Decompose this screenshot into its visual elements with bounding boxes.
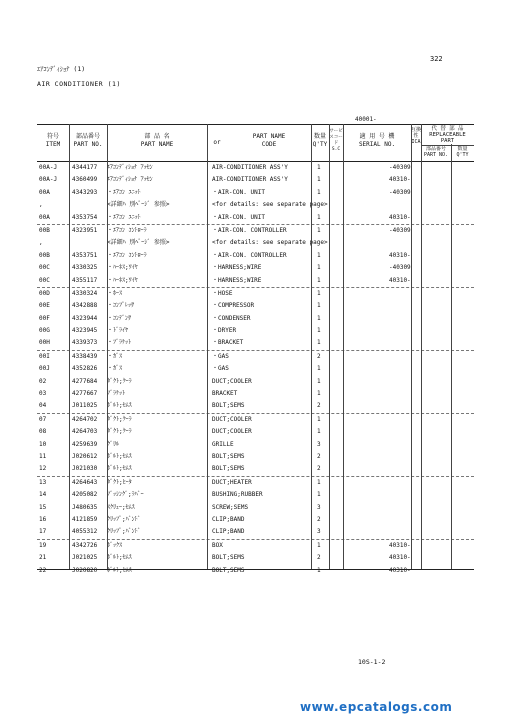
part-name-jp: ﾎﾞﾙﾄ;ｾﾑｽ (107, 452, 132, 460)
part-number: 4353751 (72, 251, 98, 259)
part-number: 4205082 (72, 491, 98, 499)
serial-number: -40309 (389, 164, 411, 171)
part-name-code: DUCT;COOLER (212, 415, 252, 423)
part-name-jp: ・ﾊｰﾈｽ;ﾜｲﾔ (107, 264, 138, 272)
table-row (37, 451, 474, 463)
part-name-code: ・HARNESS;WIRE (212, 276, 262, 284)
quantity: 2 (317, 465, 321, 473)
table-row (37, 526, 474, 539)
header-code-line1: PART NAME (252, 133, 286, 140)
part-name-jp: ・ｴｱｺﾝ ﾕﾆｯﾄ (107, 188, 141, 196)
part-name-jp: ﾀﾞｸﾄ;ｸｰﾗ (107, 377, 132, 385)
header-qty-en: Q'TY (312, 141, 328, 148)
part-number: 4339373 (72, 339, 98, 347)
column-divider (69, 124, 70, 569)
parts-table (37, 124, 474, 577)
table-row (37, 237, 474, 249)
quantity: 3 (317, 528, 321, 536)
header-replace-en2: PART (440, 138, 455, 144)
part-name-jp: <詳細ﾊ 別ﾍﾟｰｼﾞ 参照> (107, 239, 170, 247)
quantity: 1 (317, 264, 321, 272)
header-qty (311, 125, 329, 161)
part-name-code: <for details: see separate page> (212, 239, 328, 247)
table-header (37, 124, 474, 162)
quantity: 1 (317, 327, 321, 335)
table-row (37, 174, 474, 186)
item-number: 17 (39, 528, 47, 536)
part-name-code: ・AIR-CON. UNIT (212, 213, 265, 221)
quantity: 1 (317, 314, 321, 322)
item-number: 19 (39, 541, 47, 549)
header-or (207, 125, 227, 161)
watermark-link[interactable]: www.epcatalogs.com (300, 700, 453, 714)
part-name-jp: ・ｴｱｺﾝ ｺﾝﾄﾛｰﾗ (107, 226, 147, 234)
item-number: 00A-J (39, 164, 58, 171)
part-name-code: ・HARNESS;WIRE (212, 264, 262, 272)
part-name-code: BOLT;SEMS (212, 465, 245, 473)
header-item-jp: 符号 (46, 133, 59, 140)
item-number: 00B (39, 251, 50, 259)
part-number: 4264703 (72, 428, 98, 436)
serial-number: 40310- (389, 276, 411, 284)
item-number: 07 (39, 415, 47, 423)
part-name-code: ・GAS (212, 352, 229, 360)
part-name-code: AIR-CONDITIONER ASS'Y (212, 176, 288, 184)
item-number: 00D (39, 289, 50, 297)
part-number: 4259639 (72, 440, 98, 448)
part-number: 4055312 (72, 528, 98, 536)
quantity: 1 (317, 226, 321, 234)
item-number: 14 (39, 491, 47, 499)
footer-code: 10S-1-2 (358, 658, 386, 666)
serial-number: 40310- (389, 213, 411, 221)
part-name-code: DUCT;COOLER (212, 428, 252, 436)
header-replace-jp: 代 替 部 品 (431, 126, 464, 132)
quantity: 2 (317, 452, 321, 460)
part-name-jp: ﾀﾞｸﾄ;ｸｰﾗ (107, 428, 132, 436)
part-number: J020612 (72, 452, 98, 460)
header-ica-jp: 互換性 (411, 127, 422, 139)
item-number: 00J (39, 365, 50, 373)
part-name-code: ・GAS (212, 365, 229, 373)
part-number: 4323951 (72, 226, 98, 234)
column-divider (207, 124, 208, 569)
serial-number: -40309 (389, 264, 411, 272)
part-number: 4360499 (72, 176, 98, 184)
header-part-en: PART NO. (73, 141, 103, 148)
column-divider (411, 124, 412, 569)
part-name-jp: ・ｶﾞｽ (107, 365, 123, 373)
part-number: 4338439 (72, 352, 98, 360)
part-name-jp: ｽｸﾘｭｰ;ｾﾑｽ (107, 503, 135, 511)
part-name-code: CLIP;BAND (212, 528, 245, 536)
part-name-jp: ・ｶﾞｽ (107, 352, 123, 360)
table-row (37, 325, 474, 337)
header-replace-en1: REPLACEABLE (429, 132, 466, 138)
part-name-code: ・AIR-CON. CONTROLLER (212, 226, 287, 234)
item-number: 04 (39, 402, 47, 410)
item-number: 00E (39, 302, 50, 310)
serial-number: 40310- (389, 251, 411, 259)
serial-number: 40310- (389, 176, 411, 184)
part-number: 4352826 (72, 365, 98, 373)
header-svc-jp: サービスコード (329, 129, 343, 146)
header-rep-part-jp: 部品番号 (425, 146, 446, 152)
quantity: 1 (317, 566, 321, 574)
table-row (37, 162, 474, 174)
table-bottom-border (37, 569, 474, 570)
item-number: 22 (39, 566, 47, 574)
item-number: 11 (39, 452, 47, 460)
serial-range-label: 40001- (355, 116, 377, 123)
table-row (37, 502, 474, 514)
table-row (37, 187, 474, 199)
part-name-code: ・COMPRESSOR (212, 302, 255, 310)
item-number: 00A (39, 213, 50, 221)
part-number: 4323945 (72, 327, 98, 335)
quantity: 1 (317, 176, 321, 184)
header-part-no (69, 125, 107, 161)
part-name-jp: ・ﾄﾞﾗｲﾔ (107, 327, 129, 335)
header-item (37, 125, 69, 161)
serial-number: -40309 (389, 188, 411, 196)
quantity: 1 (317, 365, 321, 373)
part-name-code: ・DRYER (212, 327, 237, 335)
part-number: J021025 (72, 554, 98, 562)
header-rep-part-en: PART NO. (423, 152, 449, 158)
table-row (37, 199, 474, 211)
table-row (37, 288, 474, 300)
quantity: 1 (317, 541, 321, 549)
table-row (37, 426, 474, 438)
header-code (227, 125, 311, 161)
header-svc-en: S.C (331, 147, 341, 152)
item-number: 00C (39, 276, 50, 284)
part-name-jp: ﾎﾞﾙﾄ;ｾﾑｽ (107, 465, 132, 473)
quantity: 1 (317, 302, 321, 310)
item-number: 00A-J (39, 176, 58, 184)
quantity: 1 (317, 377, 321, 385)
part-name-code: ・BRACKET (212, 339, 244, 347)
table-row (37, 300, 474, 312)
part-name-jp: ・ｺﾝﾃﾞﾝｻ (107, 314, 132, 322)
table-row (37, 250, 474, 262)
serial-number: 40310- (389, 554, 411, 562)
part-number: 4277684 (72, 377, 98, 385)
quantity: 1 (317, 188, 321, 196)
quantity: 1 (317, 390, 321, 398)
part-name-code: GRILLE (212, 440, 234, 448)
item-number: 00C (39, 264, 50, 272)
part-number: J011025 (72, 402, 98, 410)
item-number: 15 (39, 503, 47, 511)
part-name-jp: ・ﾎｰｽ (107, 289, 123, 297)
part-name-jp: ・ﾊｰﾈｽ;ﾜｲﾔ (107, 276, 138, 284)
quantity: 2 (317, 554, 321, 562)
header-serial-jp: 適 用 号 機 (359, 133, 395, 140)
part-number: 4353754 (72, 213, 98, 221)
part-number: 4121859 (72, 515, 98, 523)
item-number: 00B (39, 226, 50, 234)
item-number: 12 (39, 465, 47, 473)
part-name-jp: ｴｱｺﾝﾃﾞｨｼｮﾅ ｱｯｾﾝ (107, 176, 153, 184)
part-name-code: BOX (212, 541, 223, 549)
table-row (37, 212, 474, 225)
quantity: 1 (317, 491, 321, 499)
header-code-line2: CODE (261, 141, 277, 148)
table-row (37, 225, 474, 237)
page-number: 322 (430, 55, 443, 63)
table-row (37, 463, 474, 476)
part-name-code: <for details: see separate page> (212, 201, 328, 209)
header-qty-jp: 数量 (313, 133, 326, 140)
part-name-code: BOLT;SEMS (212, 452, 245, 460)
part-name-jp: ﾌﾞｯｼﾝｸﾞ;ﾗﾊﾞｰ (107, 491, 144, 499)
part-name-jp: ﾎﾞﾙﾄ;ｾﾑｽ (107, 402, 132, 410)
header-name-jp: 部 品 名 (144, 133, 170, 140)
header-part-jp: 部品番号 (75, 133, 100, 140)
part-name-code: BOLT;SEMS (212, 566, 245, 574)
header-name-en: PART NAME (140, 141, 174, 148)
table-row (37, 477, 474, 489)
part-number: 4344177 (72, 164, 98, 171)
part-name-code: ・HOSE (212, 289, 233, 297)
quantity: 1 (317, 478, 321, 486)
quantity: 1 (317, 428, 321, 436)
item-number: 13 (39, 478, 47, 486)
item-number: 00I (39, 352, 50, 360)
quantity: 2 (317, 352, 321, 360)
part-name-code: BOLT;SEMS (212, 402, 245, 410)
part-number: 4355117 (72, 276, 98, 284)
table-row (37, 388, 474, 400)
item-number: 00H (39, 339, 50, 347)
header-service-code (329, 125, 343, 161)
part-number: J020820 (72, 566, 98, 574)
table-row (37, 540, 474, 552)
part-number: 4323944 (72, 314, 98, 322)
header-rep-qty (451, 145, 474, 161)
part-number: J021030 (72, 465, 98, 473)
item-number: 03 (39, 390, 47, 398)
quantity: 1 (317, 415, 321, 423)
part-name-jp: ｸﾘｯﾌﾟ;ﾊﾞﾝﾄﾞ (107, 515, 141, 523)
table-row (37, 414, 474, 426)
item-number: 02 (39, 377, 47, 385)
header-serial-en: SERIAL NO. (358, 141, 396, 148)
column-divider (107, 124, 108, 569)
quantity: 3 (317, 440, 321, 448)
table-body (37, 162, 474, 577)
header-interchange (411, 125, 421, 161)
part-number: 4264702 (72, 415, 98, 423)
part-name-jp: ｸﾞﾘﾙ (107, 440, 120, 448)
part-name-jp: <詳細ﾊ 別ﾍﾟｰｼﾞ 参照> (107, 201, 170, 209)
header-or-text: or (213, 139, 221, 146)
part-name-code: ・AIR-CON. UNIT (212, 188, 265, 196)
item-number: 00G (39, 327, 50, 335)
column-divider (311, 124, 312, 569)
table-row (37, 275, 474, 288)
table-row (37, 262, 474, 274)
part-number: 4342726 (72, 541, 98, 549)
header-rep-part (421, 145, 451, 161)
item-number: , (39, 239, 43, 247)
part-name-jp: ﾎﾞﾙﾄ;ｾﾑｽ (107, 554, 132, 562)
item-number: 00F (39, 314, 50, 322)
table-row (37, 337, 474, 350)
serial-number: 40310- (389, 566, 411, 574)
part-name-jp: ・ｴｱｺﾝ ｺﾝﾄﾛｰﾗ (107, 251, 147, 259)
table-row (37, 376, 474, 388)
table-row (37, 489, 474, 501)
quantity: 1 (317, 289, 321, 297)
column-divider (421, 124, 422, 569)
table-row (37, 313, 474, 325)
quantity: 1 (317, 164, 321, 171)
part-name-jp: ｸﾘｯﾌﾟ;ﾊﾞﾝﾄﾞ (107, 528, 141, 536)
part-name-jp: ・ｴｱｺﾝ ﾕﾆｯﾄ (107, 213, 141, 221)
header-rep-qty-en: Q'TY (456, 152, 469, 158)
column-divider (329, 124, 330, 569)
part-name-jp: ﾌﾞﾗｹｯﾄ (107, 390, 126, 398)
item-number: 10 (39, 440, 47, 448)
part-number: 4330325 (72, 264, 98, 272)
header-serial (343, 125, 411, 161)
part-name-code: BUSHING;RUBBER (212, 491, 263, 499)
part-name-jp: ﾀﾞｸﾄ;ｸｰﾗ (107, 415, 132, 423)
section-title-english: AIR CONDITIONER (1) (37, 80, 121, 88)
part-name-jp: ・ｺﾝﾌﾟﾚｯｻ (107, 302, 135, 310)
part-name-jp: ﾎﾞﾙﾄ;ｾﾑｽ (107, 566, 132, 574)
quantity: 2 (317, 402, 321, 410)
quantity: 2 (317, 515, 321, 523)
part-number: 4343293 (72, 188, 98, 196)
part-name-jp: ﾎﾞｯｸｽ (107, 541, 123, 549)
part-name-jp: ﾀﾞｸﾄ;ﾋｰﾀ (107, 478, 132, 486)
quantity: 3 (317, 503, 321, 511)
part-name-jp: ・ﾌﾞﾗｹｯﾄ (107, 339, 132, 347)
part-name-code: AIR-CONDITIONER ASS'Y (212, 164, 288, 171)
quantity: 1 (317, 251, 321, 259)
quantity: 1 (317, 276, 321, 284)
part-number: 4342888 (72, 302, 98, 310)
part-number: 4277667 (72, 390, 98, 398)
item-number: 21 (39, 554, 47, 562)
table-row (37, 552, 474, 564)
part-name-code: DUCT;COOLER (212, 377, 252, 385)
header-part-name (107, 125, 207, 161)
item-number: 00A (39, 188, 50, 196)
table-row (37, 439, 474, 451)
item-number: , (39, 201, 43, 209)
header-subdivider (421, 145, 474, 146)
column-divider (451, 144, 452, 569)
part-name-code: BOLT;SEMS (212, 554, 245, 562)
part-name-code: SCREW;SEMS (212, 503, 249, 511)
column-divider (343, 124, 344, 569)
part-name-code: ・AIR-CON. CONTROLLER (212, 251, 287, 259)
table-row (37, 565, 474, 577)
part-number: J480635 (72, 503, 98, 511)
part-name-code: DUCT;HEATER (212, 478, 252, 486)
table-row (37, 351, 474, 363)
quantity: 1 (317, 339, 321, 347)
item-number: 08 (39, 428, 47, 436)
table-row (37, 514, 474, 526)
header-ica-en: ICA (411, 139, 421, 145)
header-rep-qty-jp: 数量 (457, 146, 468, 152)
serial-number: -40309 (389, 226, 411, 234)
table-row (37, 400, 474, 413)
quantity: 1 (317, 213, 321, 221)
section-title-japanese: ｴｱｺﾝﾃﾞｨｼｮﾅ (1) (37, 65, 86, 73)
part-number: 4264643 (72, 478, 98, 486)
part-name-code: BRACKET (212, 390, 238, 398)
part-name-code: ・CONDENSER (212, 314, 251, 322)
part-name-jp: ｴｱｺﾝﾃﾞｨｼｮﾅ ｱｯｾﾝ (107, 164, 153, 171)
part-number: 4330324 (72, 289, 98, 297)
item-number: 16 (39, 515, 47, 523)
part-name-code: CLIP;BAND (212, 515, 245, 523)
table-row (37, 363, 474, 375)
header-item-en: ITEM (45, 141, 61, 148)
serial-number: 40310- (389, 541, 411, 549)
